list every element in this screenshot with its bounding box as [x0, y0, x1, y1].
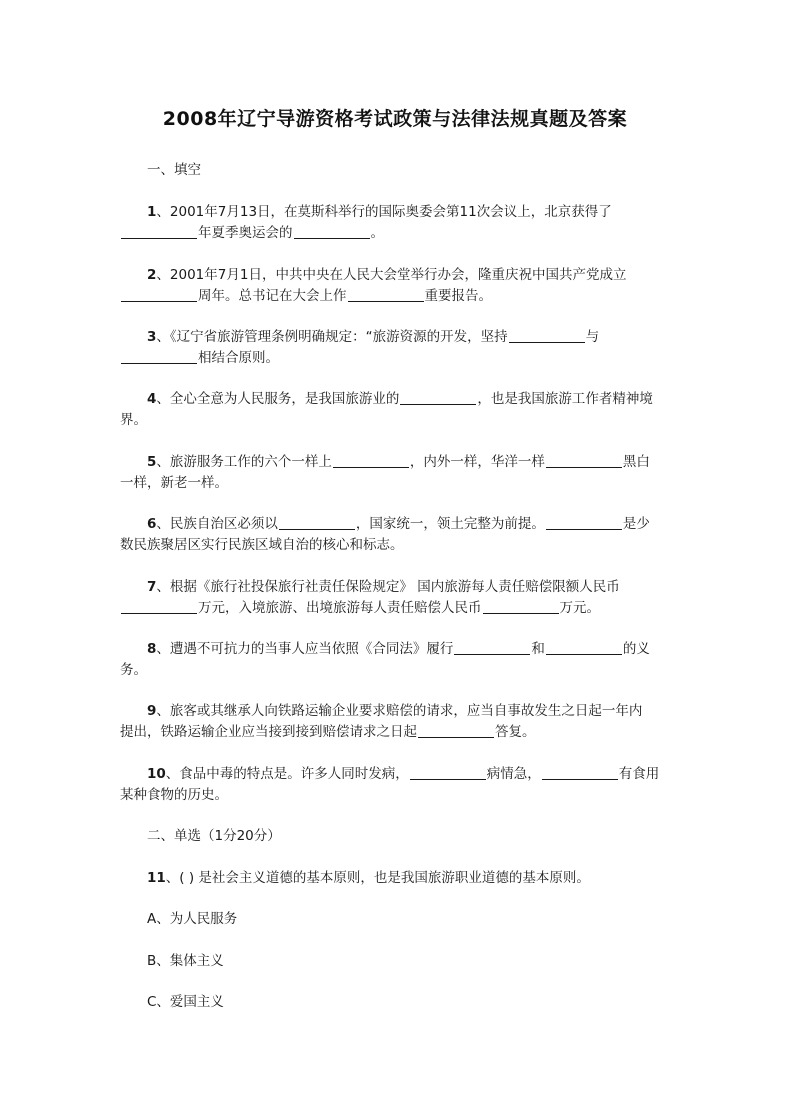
- answer-blank: [121, 599, 197, 614]
- question-9-number: 9: [147, 703, 157, 719]
- question-4-text-b: ，也是我国旅游工作者精神境: [477, 391, 653, 407]
- question-4-line-2: 界。: [120, 412, 147, 428]
- question-1-text-b: 年夏季奥运会的: [198, 225, 293, 241]
- question-11-number: 11: [147, 870, 166, 886]
- answer-blank: [509, 328, 585, 343]
- question-8-line-2: 务。: [120, 662, 147, 678]
- question-2-line-1: [147, 265, 626, 285]
- question-3-line-2: [120, 348, 279, 368]
- question-1-line-2: [120, 223, 384, 243]
- answer-blank: [542, 765, 618, 780]
- question-2-text-b: 周年。总书记在大会上作: [198, 288, 347, 304]
- question-10-line-1: [147, 764, 659, 784]
- question-5-text-c: 黑白: [622, 454, 650, 470]
- question-9-text-c: 答复。: [495, 724, 536, 740]
- question-10-line-2: 某种食物的历史。: [120, 787, 228, 803]
- answer-blank: [454, 640, 530, 655]
- answer-blank: [121, 349, 197, 364]
- question-1-text-c: 。: [370, 225, 384, 241]
- question-2-text-a: 、2001年7月1日，中共中央在人民大会堂举行办会，隆重庆祝中国共产党成立: [156, 267, 627, 283]
- answer-blank: [546, 453, 622, 468]
- question-7-line-2: [120, 598, 600, 618]
- question-5-line-1: [147, 452, 650, 472]
- question-6-text-c: 是少: [622, 516, 650, 532]
- section-fill-blank: 一、填空: [147, 162, 201, 178]
- document-title: 2008年辽宁导游资格考试政策与法律法规真题及答案: [162, 108, 628, 130]
- question-8-text-c: 的义: [622, 641, 650, 657]
- answer-blank: [410, 765, 486, 780]
- answer-blank: [294, 224, 370, 239]
- question-10-text-c: 有食用: [618, 766, 660, 782]
- question-9-text-b: 提出，铁路运输企业应当接到接到赔偿请求之日起: [120, 724, 417, 740]
- question-6-number: 6: [147, 516, 157, 532]
- question-9-line-2: [120, 722, 536, 742]
- answer-blank: [546, 515, 622, 530]
- option-a: A、为人民服务: [147, 911, 238, 927]
- question-6-line-1: [147, 514, 650, 534]
- question-4-number: 4: [147, 391, 157, 407]
- answer-blank: [121, 224, 197, 239]
- answer-blank: [348, 287, 424, 302]
- question-2-number: 2: [147, 267, 157, 283]
- answer-blank: [418, 723, 494, 738]
- question-5-text-b: ，内外一样，华洋一样: [409, 454, 545, 470]
- question-1-number: 1: [147, 204, 157, 220]
- question-5-number: 5: [147, 454, 157, 470]
- question-8-number: 8: [147, 641, 157, 657]
- question-7-text-b: 万元，入境旅游、出境旅游每人责任赔偿人民币: [198, 600, 482, 616]
- question-4-line-1: [147, 389, 653, 409]
- question-8-line-1: [147, 639, 650, 659]
- question-8-text-a: 、遭遇不可抗力的当事人应当依照《合同法》履行: [156, 641, 454, 657]
- answer-blank: [400, 390, 476, 405]
- question-7-number: 7: [147, 579, 157, 595]
- question-6-text-a: 、民族自治区必须以: [156, 516, 278, 532]
- question-4-text-a: 、全心全意为人民服务，是我国旅游业的: [156, 391, 400, 407]
- answer-blank: [546, 640, 622, 655]
- answer-blank: [279, 515, 355, 530]
- question-2-text-c: 重要报告。: [424, 288, 492, 304]
- question-1-text-a: 、2001年7月13日，在莫斯科举行的国际奥委会第11次会议上，北京获得了: [156, 204, 612, 220]
- question-7-text-a: 、根据《旅行社投保旅行社责任保险规定》 国内旅游每人责任赔偿限额人民币: [156, 579, 620, 595]
- question-3-text-b: 与: [585, 329, 600, 345]
- question-3-line-1: [147, 327, 599, 347]
- question-3-number: 3: [147, 329, 157, 345]
- question-7-text-c: 万元。: [559, 600, 600, 616]
- question-10-number: 10: [147, 766, 166, 782]
- question-2-line-2: [120, 286, 492, 306]
- question-6-text-b: ，国家统一，领土完整为前提。: [355, 516, 545, 532]
- answer-blank: [333, 453, 409, 468]
- question-11-text-a: 、( ) 是社会主义道德的基本原则，也是我国旅游职业道德的基本原则。: [165, 870, 590, 886]
- answer-blank: [121, 287, 197, 302]
- question-9-line-1: [147, 701, 642, 721]
- question-3-text-a: 、《辽宁省旅游管理条例明确规定：“旅游资源的开发，坚持: [156, 329, 508, 345]
- question-11-line-1: [147, 868, 590, 888]
- question-3-text-c: 相结合原则。: [198, 350, 279, 366]
- question-5-text-a: 、旅游服务工作的六个一样上: [156, 454, 332, 470]
- question-8-text-b: 和: [531, 641, 545, 657]
- option-c: C、爱国主义: [147, 994, 224, 1010]
- question-10-text-b: 病情急，: [486, 766, 541, 782]
- question-6-line-2: 数民族聚居区实行民族区域自治的核心和标志。: [120, 537, 404, 553]
- answer-blank: [483, 599, 559, 614]
- question-1-line-1: [147, 202, 612, 222]
- option-b: B、集体主义: [147, 953, 224, 969]
- question-5-line-2: 一样，新老一样。: [120, 475, 228, 491]
- question-9-text-a: 、旅客或其继承人向铁路运输企业要求赔偿的请求，应当自事故发生之日起一年内: [156, 703, 643, 719]
- question-7-line-1: [147, 577, 620, 597]
- question-10-text-a: 、食品中毒的特点是。许多人同时发病，: [165, 766, 409, 782]
- section-single-choice: 二、单选（1分20分）: [147, 828, 281, 844]
